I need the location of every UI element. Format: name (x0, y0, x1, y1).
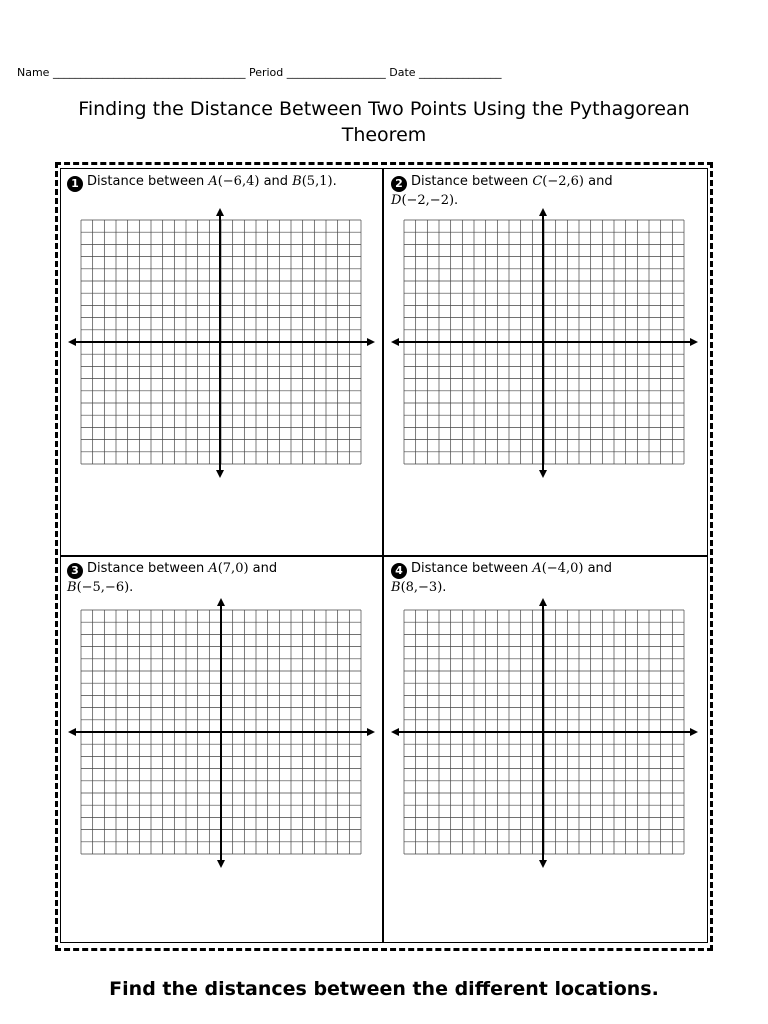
problem-text: Distance between (87, 561, 209, 576)
y-axis-down-arrow (539, 470, 547, 478)
x-axis-right-arrow (367, 728, 375, 736)
end-mark: . (454, 193, 459, 208)
point-2: D(−2,−2) (391, 193, 455, 208)
x-axis-right-arrow (367, 338, 375, 346)
y-axis-up-arrow (539, 208, 547, 216)
problem-4-prompt (391, 560, 651, 597)
point-2: B(−5,−6) (67, 580, 130, 595)
problem-1-prompt (67, 173, 367, 192)
problem-2-prompt (391, 173, 651, 210)
x-axis-left-arrow (68, 728, 76, 736)
name-field[interactable]: Name ___________________________________ (17, 66, 246, 79)
problem-number-badge: 3 (67, 563, 83, 579)
point-2: B(5,1) (292, 174, 333, 189)
coordinate-grid-3[interactable] (66, 598, 378, 868)
end-mark: . (129, 580, 134, 595)
period-field[interactable]: Period __________________ (248, 66, 386, 79)
point-1: A(7,0) (208, 561, 249, 576)
problem-text: Distance between (411, 561, 533, 576)
point-2: B(8,−3) (391, 580, 443, 595)
point-1: A(−4,0) (532, 561, 584, 576)
worksheet-title: Finding the Distance Between Two Points Using the Pythagorean Theorem (78, 98, 690, 146)
coordinate-grid-1[interactable] (66, 208, 378, 478)
instructions-footer: Find the distances between the different locations. (109, 978, 659, 1000)
point-1: A(−6,4) (208, 174, 260, 189)
point-1: C(−2,6) (532, 174, 584, 189)
date-field[interactable]: Date _______________ (389, 66, 502, 79)
problem-number-badge: 1 (67, 176, 83, 192)
problem-number-badge: 4 (391, 563, 407, 579)
y-axis-up-arrow (216, 208, 224, 216)
y-axis-up-arrow (217, 598, 225, 606)
joiner-text: and (259, 174, 293, 189)
problem-number-badge: 2 (391, 176, 407, 192)
student-info-line (17, 66, 657, 79)
joiner-text: and (584, 174, 613, 189)
x-axis-right-arrow (690, 728, 698, 736)
end-mark: . (332, 174, 337, 189)
joiner-text: and (583, 561, 613, 576)
problem-text: Distance between (411, 174, 533, 189)
end-mark: . (442, 580, 447, 595)
problem-text: Distance between (87, 174, 209, 189)
y-axis-down-arrow (539, 860, 547, 868)
y-axis-up-arrow (539, 598, 547, 606)
joiner-text: and (248, 561, 278, 576)
x-axis-left-arrow (68, 338, 76, 346)
panel-divider-horizontal (60, 555, 708, 557)
x-axis-right-arrow (690, 338, 698, 346)
y-axis-down-arrow (217, 860, 225, 868)
y-axis-down-arrow (216, 470, 224, 478)
coordinate-grid-2[interactable] (389, 208, 701, 478)
problem-3-prompt (67, 560, 327, 597)
x-axis-left-arrow (391, 728, 399, 736)
x-axis-left-arrow (391, 338, 399, 346)
coordinate-grid-4[interactable] (389, 598, 701, 868)
